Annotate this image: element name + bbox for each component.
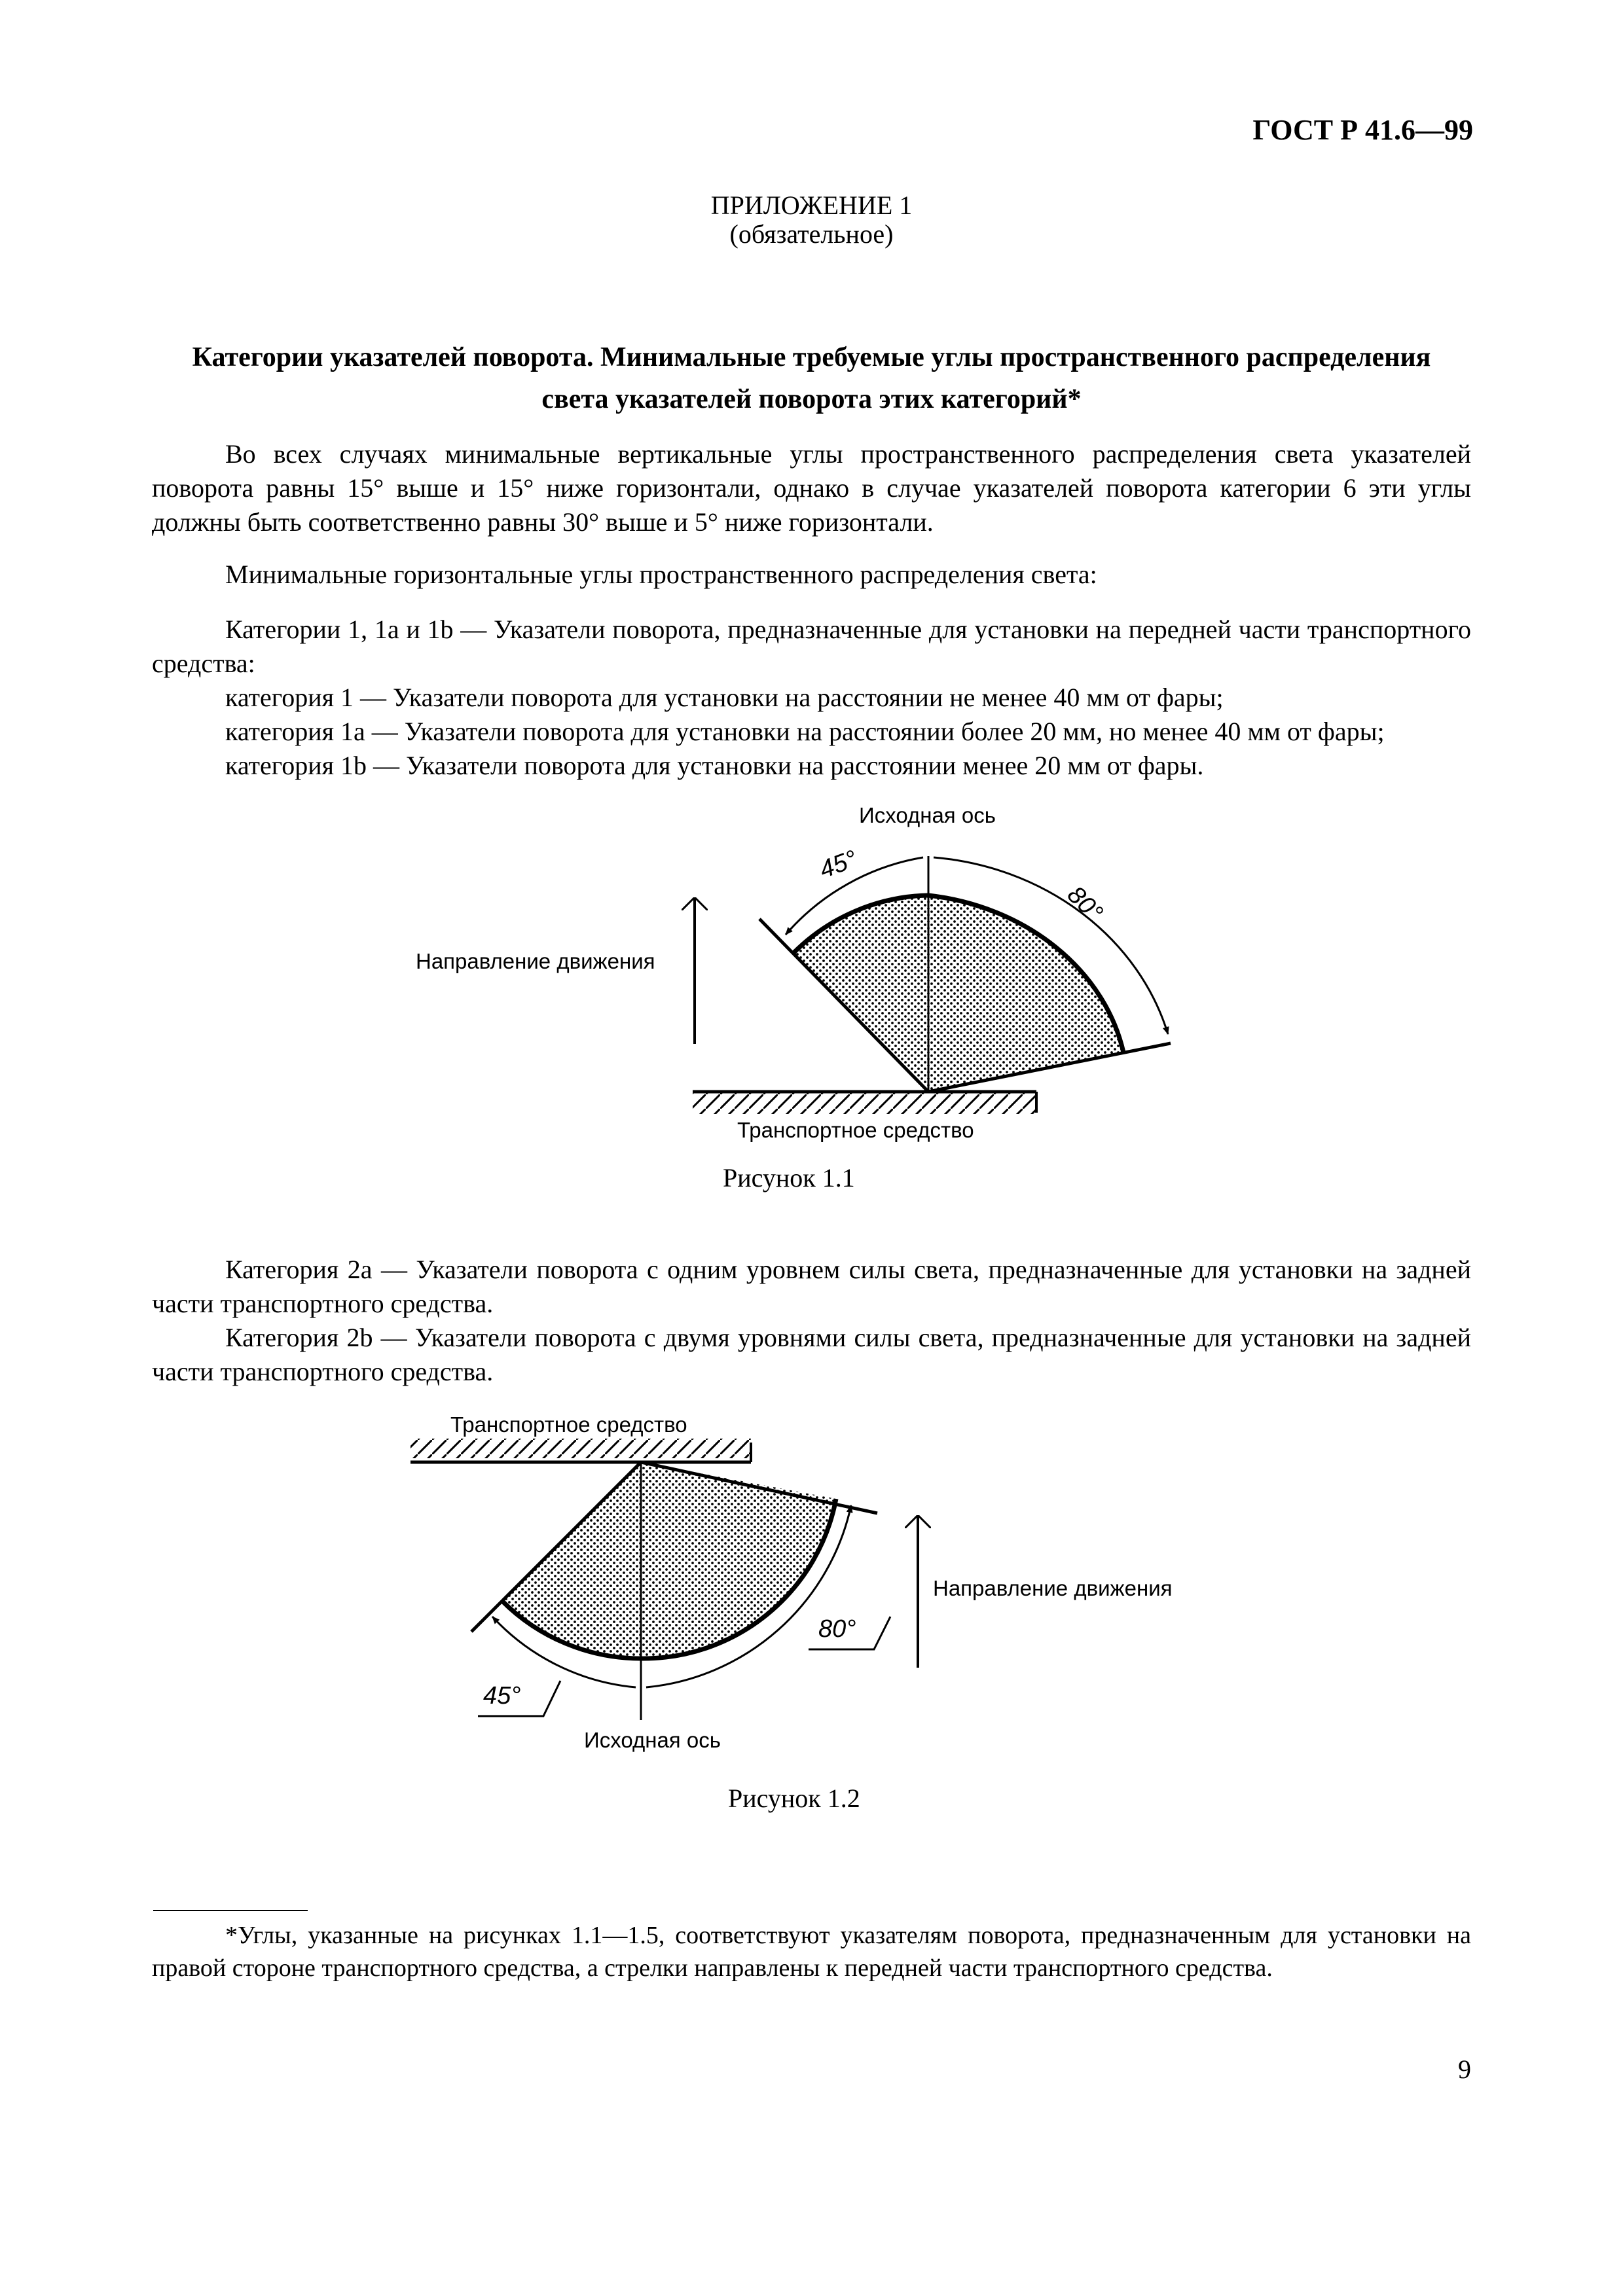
cat1-line: категория 1 — Указатели поворота для установки на расстоянии не менее 40 мм от фары;: [225, 683, 1224, 712]
footnote-rule: [153, 1910, 308, 1911]
cat2a-paragraph: Категория 2а — Указатели поворота с одним уровнем силы света, предназначенные для установки на задней части транспортного средства.: [152, 1255, 1471, 1318]
fig1-angle-45: 45°: [816, 845, 861, 884]
fig1-axis-label: Исходная ось: [859, 803, 996, 827]
cat2b-paragraph: Категория 2b — Указатели поворота с двумя уровнями силы света, предназначенные для установки на задней части транспортного средства.: [152, 1323, 1471, 1386]
footnote: *Углы, указанные на рисунках 1.1—1.5, соответствуют указателям поворота, предназначенным для установки на правой стороне транспортного средства, а стрелки направлены к передней части транспортного средства.: [152, 1922, 1471, 1982]
fig1-angle-80: 80°: [1061, 880, 1108, 927]
fig1-caption: Рисунок 1.1: [723, 1163, 855, 1193]
cat1b-line: категория 1b — Указатели поворота для установки на расстоянии менее 20 мм от фары.: [225, 751, 1204, 780]
fig2-axis-label: Исходная ось: [584, 1728, 721, 1752]
fig1-direction-label: Направление движения: [416, 949, 655, 973]
intro-paragraph: Во всех случаях минимальные вертикальные углы пространственного распределения света указателей поворота равны 15° выше и 15° ниже горизонтали, однако в случае указателей поворота категории 6 эти углы должны быть соответственно равны 30° выше и 5° ниже горизонтали.: [152, 439, 1471, 537]
section-title-line1: Категории указателей поворота. Минимальные требуемые углы пространственного распределения: [192, 342, 1431, 372]
standard-number: ГОСТ Р 41.6—99: [1252, 114, 1473, 146]
fig1-vehicle-label: Транспортное средство: [737, 1118, 974, 1142]
fig2-angle-80: 80°: [818, 1615, 856, 1643]
fig2-direction-label: Направление движения: [933, 1576, 1173, 1600]
figure-1-2: [410, 1439, 918, 1720]
figure-1-1: [693, 856, 1171, 1114]
fig2-angle-45: 45°: [483, 1682, 521, 1710]
page-number: 9: [1458, 2054, 1471, 2084]
horizontal-paragraph: Минимальные горизонтальные углы пространственного распределения света:: [225, 560, 1097, 589]
fig2-caption: Рисунок 1.2: [728, 1784, 860, 1813]
vehicle-hatch: [693, 1092, 1036, 1114]
fig2-vehicle-label: Транспортное средство: [450, 1412, 687, 1437]
vehicle-hatch-2: [410, 1439, 751, 1458]
appendix-subtitle: (обязательное): [729, 219, 894, 249]
appendix-title: ПРИЛОЖЕНИЕ 1: [710, 190, 913, 220]
section-title-line2: света указателей поворота этих категорий*: [541, 384, 1082, 414]
light-sector-2: [502, 1462, 836, 1659]
cat1-intro-paragraph: Категории 1, 1а и 1b — Указатели поворота, предназначенные для установки на передней части транспортного средства:: [152, 615, 1471, 678]
cat1a-line: категория 1а — Указатели поворота для установки на расстоянии более 20 мм, но менее 40 мм от фары;: [225, 717, 1385, 746]
